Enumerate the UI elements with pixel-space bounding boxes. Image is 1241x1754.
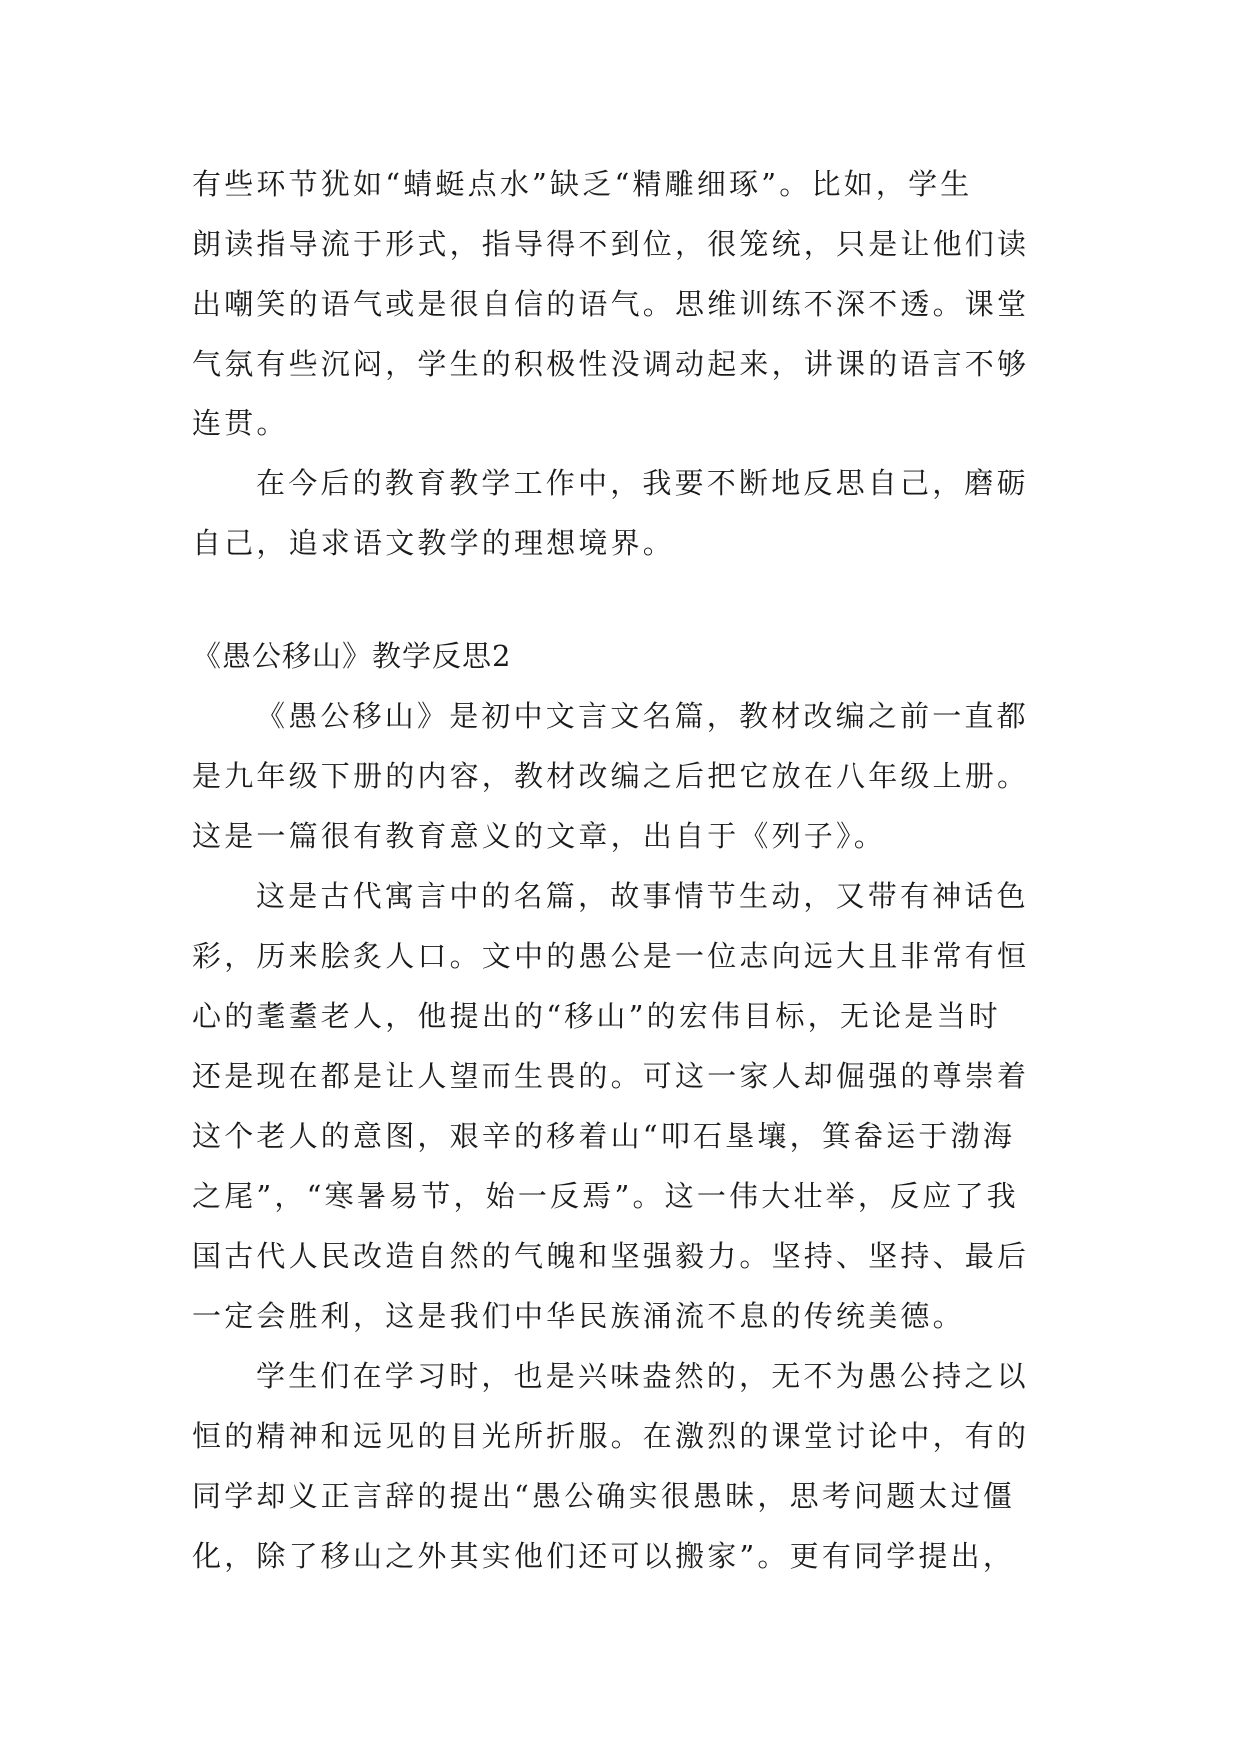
paragraph-line: 这是一篇很有教育意义的文章，出自于《列子》。 bbox=[192, 819, 886, 853]
paragraph-line: 国古代人民改造自然的气魄和坚强毅力。坚持、坚持、最后 bbox=[192, 1239, 1030, 1273]
section-title: 《愚公移山》教学反思2 bbox=[192, 639, 512, 673]
paragraph-line: 化，除了移山之外其实他们还可以搬家”。更有同学提出， bbox=[192, 1539, 1016, 1573]
paragraph-line: 还是现在都是让人望而生畏的。可这一家人却倔强的尊崇着 bbox=[192, 1059, 1030, 1093]
paragraph-line: 心的耄耋老人，他提出的“移山”的宏伟目标，无论是当时 bbox=[192, 999, 1001, 1033]
paragraph-line: 出嘲笑的语气或是很自信的语气。思维训练不深不透。课堂 bbox=[192, 287, 1030, 321]
paragraph-line: 气氛有些沉闷，学生的积极性没调动起来，讲课的语言不够 bbox=[192, 347, 1030, 381]
paragraph-line: 连贯。 bbox=[192, 406, 289, 440]
paragraph-line: 朗读指导流于形式，指导得不到位，很笼统，只是让他们读 bbox=[192, 227, 1030, 261]
paragraph-line: 在今后的教育教学工作中，我要不断地反思自己，磨砺 bbox=[256, 466, 1029, 500]
paragraph-line: 一定会胜利，这是我们中华民族涌流不息的传统美德。 bbox=[192, 1299, 965, 1333]
paragraph-line: 是九年级下册的内容，教材改编之后把它放在八年级上册。 bbox=[192, 759, 1030, 793]
paragraph-line: 这个老人的意图，艰辛的移着山“叩石垦壤，箕畚运于渤海 bbox=[192, 1119, 1016, 1153]
paragraph-line: 自己，追求语文教学的理想境界。 bbox=[192, 526, 676, 560]
paragraph-line: 学生们在学习时，也是兴味盎然的，无不为愚公持之以 bbox=[256, 1359, 1029, 1393]
paragraph-line: 有些环节犹如“蜻蜓点水”缺乏“精雕细琢”。比如，学生 bbox=[192, 167, 973, 201]
paragraph-line: 同学却义正言辞的提出“愚公确实很愚昧，思考问题太过僵 bbox=[192, 1479, 1016, 1513]
paragraph-line: 恒的精神和远见的目光所折服。在激烈的课堂讨论中，有的 bbox=[192, 1419, 1030, 1453]
paragraph-line: 《愚公移山》是初中文言文名篇，教材改编之前一直都 bbox=[256, 699, 1029, 733]
paragraph-line: 彩，历来脍炙人口。文中的愚公是一位志向远大且非常有恒 bbox=[192, 939, 1030, 973]
paragraph-line: 之尾”，“寒暑易节，始一反焉”。这一伟大壮举，反应了我 bbox=[192, 1179, 1019, 1213]
paragraph-line: 这是古代寓言中的名篇，故事情节生动，又带有神话色 bbox=[256, 879, 1029, 913]
